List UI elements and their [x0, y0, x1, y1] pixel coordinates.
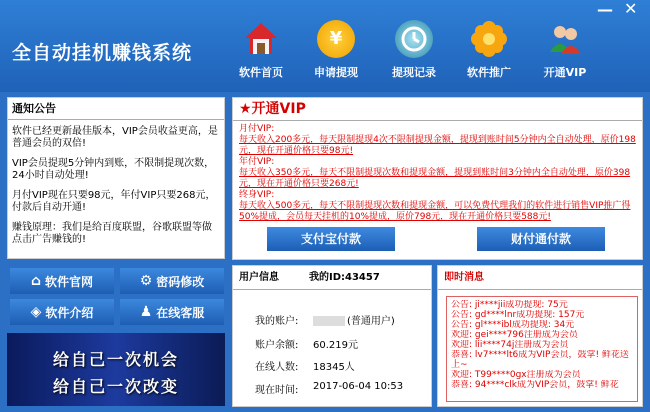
nav-withdraw-records[interactable]: 提现记录 — [379, 20, 449, 80]
history-clock-icon — [395, 20, 433, 58]
vip-title: ★开通VIP — [233, 98, 642, 121]
notice-paragraph: 赚钱原理：我们是给百度联盟，谷歌联盟等做点击广告赚钱的! — [12, 222, 212, 245]
person-icon: ♟ — [139, 304, 153, 320]
home-icon: ⌂ — [30, 273, 41, 289]
list-item: 恭喜: lv7****lt6成为VIP会员，鼓掌! 鲜花送上~ — [451, 350, 629, 370]
notice-title: 通知公告 — [8, 98, 224, 120]
vip-yearly-text: 每天收入350多元，每天不限制提现次数和提现金额，提现到账时间3分钟内全自动处理，原价398元，现在开通价格只要268元! — [239, 168, 631, 189]
user-info-panel — [232, 265, 432, 407]
house-icon — [242, 20, 280, 58]
list-item: 公告: gd****lnr成功提现: 157元 — [451, 310, 585, 320]
online-value: 18345人 — [313, 362, 355, 373]
list-item: 欢迎: T99****0gx注册成为会员 — [451, 370, 581, 380]
tag-icon: ◈ — [30, 304, 42, 320]
users-icon — [546, 20, 584, 58]
user-id: 我的ID:43457 — [309, 272, 380, 283]
redacted-username — [313, 316, 345, 326]
banner-line1: 给自己一次机会 — [52, 350, 179, 369]
list-item: 欢迎: gei****796注册成为会员 — [451, 330, 578, 340]
nav-home[interactable]: 软件首页 — [226, 20, 296, 80]
messages-list[interactable] — [446, 296, 638, 402]
vip-monthly-text: 每天收入200多元，每天限制提现4次不限制提现金额，提现到账时间5分钟内全自动处理，原价198元，现在开通价格只要98元! — [239, 135, 636, 156]
yen-coin-icon: ¥ — [317, 20, 355, 58]
tenpay-button[interactable]: 财付通付款 — [477, 227, 605, 251]
notice-paragraph: VIP会员提现5分钟内到账，不限制提现次数，24小时自动处理! — [12, 158, 215, 181]
messages-title: 即时消息 — [438, 266, 642, 290]
change-password-button[interactable]: ⚙ 密码修改 — [120, 268, 224, 294]
vip-lifetime-text: 每天收入500多元，每天不限制提现次数和提现金额，可以免费代理我们的软件进行销售VIP推广得50%提成，会员每天挂机的10%提成，原价798元，现在开通价格只要588元! — [239, 201, 631, 222]
list-item: 公告: ji****jii成功提现: 75元 — [451, 300, 568, 310]
list-item: 恭喜: 94****clk成为VIP会员，鼓掌! 鲜花 — [451, 380, 619, 390]
gear-icon: ⚙ — [139, 273, 153, 289]
flower-icon — [470, 20, 508, 58]
vip-yearly-label: 年付VIP: — [239, 157, 275, 167]
user-info-title: 用户信息 — [239, 272, 279, 283]
notice-paragraph: 软件已经更新最佳版本，VIP会员收益更高，是普通会员的双倍! — [12, 126, 218, 149]
user-info-header — [233, 266, 431, 290]
alipay-button[interactable]: 支付宝付款 — [267, 227, 395, 251]
software-intro-button[interactable]: ◈ 软件介绍 — [10, 299, 114, 325]
nav-withdraw[interactable]: ¥ 申请提现 — [301, 20, 371, 80]
online-row: 在线人数: 18345人 — [255, 358, 298, 373]
account-row: 我的账户: (普通用户) — [255, 316, 395, 327]
vip-plans — [233, 121, 642, 226]
notice-panel — [7, 97, 225, 259]
time-value: 2017-06-04 10:53 — [313, 381, 404, 392]
notice-body — [8, 120, 224, 260]
official-site-button[interactable]: ⌂ 软件官网 — [10, 268, 114, 294]
balance-row: 账户余额: 60.219元 — [255, 336, 298, 351]
vip-panel — [232, 97, 643, 260]
nav-promote[interactable]: 软件推广 — [454, 20, 524, 80]
title-bar — [0, 0, 650, 92]
notice-paragraph: 月付VIP现在只要98元，年付VIP只要268元，付款后自动开通! — [12, 190, 216, 213]
app-title: 全自动挂机赚钱系统 — [12, 42, 193, 64]
instant-messages-panel — [437, 265, 643, 407]
nav-open-vip[interactable]: 开通VIP — [530, 20, 600, 80]
vip-lifetime-label: 终身VIP: — [239, 190, 275, 200]
banner-line2: 给自己一次改变 — [52, 377, 179, 396]
online-support-button[interactable]: ♟ 在线客服 — [120, 299, 224, 325]
close-button[interactable]: ✕ — [624, 0, 638, 18]
promo-banner[interactable] — [7, 333, 225, 406]
list-item: 公告: gl****ibl成功提现: 34元 — [451, 320, 575, 330]
time-row: 现在时间: 2017-06-04 10:53 — [255, 381, 404, 396]
list-item: 欢迎: lii****74j注册成为会员 — [451, 340, 569, 350]
minimize-button[interactable]: — — [597, 0, 613, 19]
balance-value: 60.219元 — [313, 340, 358, 351]
vip-monthly-label: 月付VIP: — [239, 124, 275, 134]
